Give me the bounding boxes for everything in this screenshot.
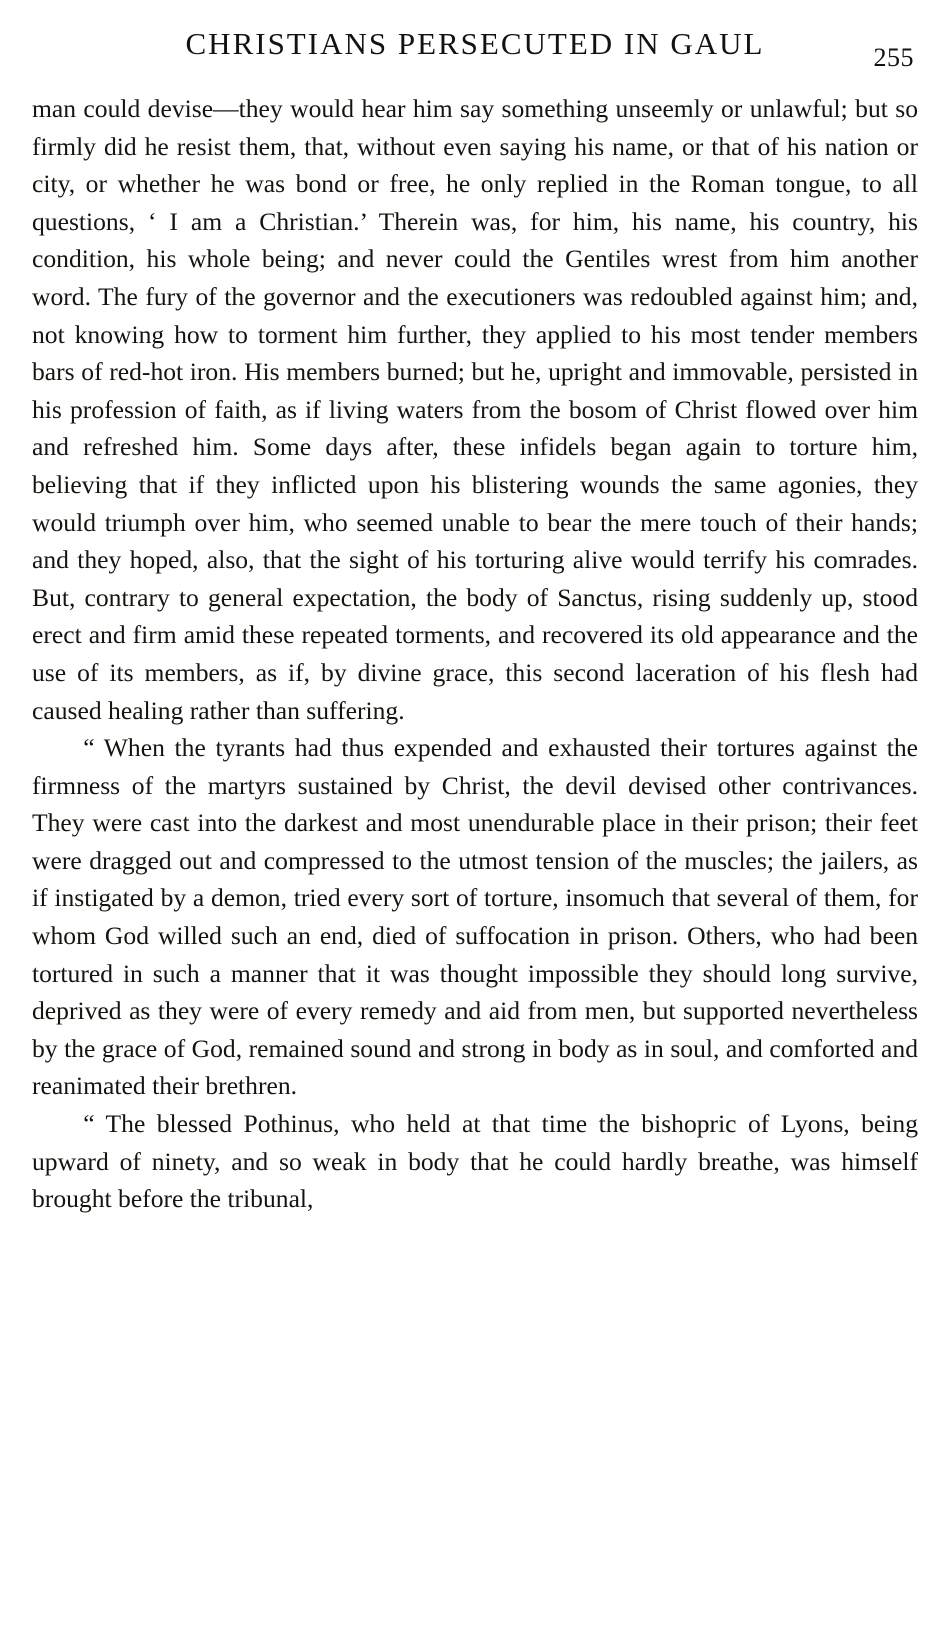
paragraph: “ When the tyrants had thus expended and exhausted their tortures against the firmness of the martyrs sustained by Christ, the devil devised other contrivances. They were cast into the darkest and most unendurable place in their prison; their feet were dragged out and compressed to the utmost tension of the muscles; the jailers, as if instigated by a demon, tried every sort of torture, insomuch that several of them, for whom God willed such an end, died of suffocation in prison. Others, who had been tortured in such a manner that it was thought impossible they should long survive, deprived as they were of every remedy and aid from men, but supported nevertheless by the grace of God, remained sound and strong in body as in soul, and comforted and reanimated their brethren. <box>32 733 918 1101</box>
page-number: 255 <box>873 43 914 72</box>
paragraph: man could devise—they would hear him say something unseemly or unlawful; but so firmly did he resist them, that, without even saying his name, or that of his nation or city, or whether he was bond or free, he only replied in the Roman tongue, to all questions, ‘ I am a Christian.’ Therein was, for him, his name, his country, his condition, his whole being; and never could the Gentiles wrest from him another word. The fury of the governor and the executioners was redoubled against him; and, not knowing how to torment him further, they applied to his most tender members bars of red-hot iron. His members burned; but he, upright and immovable, persisted in his profession of faith, as if living waters from the bosom of Christ flowed over him and refreshed him. Some days after, these infidels began again to torture him, believing that if they inflicted upon his blistering wounds the same agonies, they would triumph over him, who seemed unable to bear the mere touch of their hands; and they hoped, also, that the sight of his torturing alive would terrify his comrades. But, contrary to general expectation, the body of Sanctus, rising suddenly up, stood erect and firm amid these repeated torments, and recovered its old appearance and the use of its members, as if, by divine grace, this second laceration of his flesh had caused healing rather than suffering. <box>32 94 918 725</box>
body-text <box>32 90 918 1218</box>
running-head <box>34 26 916 74</box>
document-page <box>0 26 950 1638</box>
paragraph: “ The blessed Pothinus, who held at that time the bishopric of Lyons, being upward of ninety, and so weak in body that he could hardly breathe, was himself brought before the tribunal, <box>32 1109 918 1214</box>
page-title: CHRISTIANS PERSECUTED IN GAUL <box>185 26 765 61</box>
